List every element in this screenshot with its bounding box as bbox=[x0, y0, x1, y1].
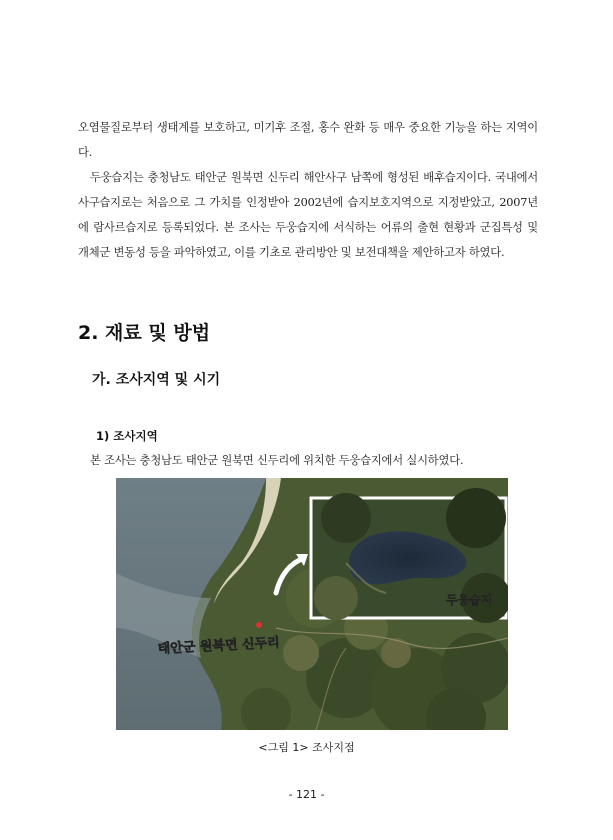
satellite-map bbox=[116, 478, 508, 730]
study-site-marker bbox=[256, 622, 262, 628]
map-label-sinduri: 태안군 원북면 신두리 bbox=[157, 635, 281, 657]
subsection-heading: 가. 조사지역 및 시기 bbox=[92, 372, 221, 388]
paragraph-intro-end: 오염물질로부터 생태계를 보호하고, 미기후 조절, 홍수 완화 등 매우 중요한 기능을 하는 지역이다. bbox=[78, 121, 538, 159]
figure-caption: <그림 1> 조사지점 bbox=[258, 741, 355, 754]
section-heading: 2. 재료 및 방법 bbox=[78, 322, 211, 344]
paragraph-dooung-wetland: 두웅습지는 충청남도 태안군 원북면 신두리 해안사구 남쪽에 형성된 배후습지이다. 국내에서 사구습지로는 처음으로 그 가치를 인정받아 2002년에 습지보호지역으로 지정받았고, 2007년에 람사르습지로 등록되었다. 본 조사는 두웅습지에 서식하는 어류의 출현 현황과 군집특성 및 개체군 변동성 등을 파악하였고, 이를 기초로 관리방안 및 보전대책을 제안하고자 하였다. bbox=[78, 171, 538, 259]
body-sentence: 본 조사는 충청남도 태안군 원북면 신두리에 위치한 두웅습지에서 실시하였다. bbox=[90, 454, 464, 467]
map-label-dooung: 두웅습지 bbox=[446, 593, 493, 607]
page-number: - 121 - bbox=[288, 788, 325, 801]
subsubsection-heading: 1) 조사지역 bbox=[96, 429, 158, 443]
satellite-map-figure bbox=[116, 478, 508, 730]
